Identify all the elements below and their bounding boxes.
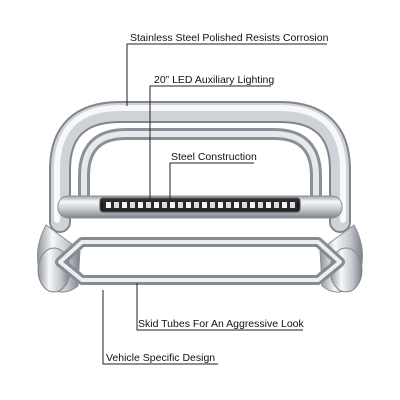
- led-cell: [258, 202, 263, 208]
- led-cell: [242, 202, 247, 208]
- callout-stainless: Stainless Steel Polished Resists Corrosion: [130, 32, 329, 44]
- led-cell: [290, 202, 295, 208]
- led-cell: [138, 202, 143, 208]
- led-cell: [130, 202, 135, 208]
- led-cell: [202, 202, 207, 208]
- skid-tubes: [60, 242, 340, 280]
- leader-steel: [170, 163, 254, 200]
- led-cell: [210, 202, 215, 208]
- led-cell: [114, 202, 119, 208]
- led-cell: [266, 202, 271, 208]
- callout-skid: Skid Tubes For An Aggressive Look: [138, 318, 304, 330]
- callout-steel: Steel Construction: [171, 151, 257, 163]
- led-cell: [226, 202, 231, 208]
- callout-led: 20” LED Auxiliary Lighting: [154, 74, 275, 86]
- led-cell: [282, 202, 287, 208]
- led-cell: [194, 202, 199, 208]
- callout-vehicle: Vehicle Specific Design: [106, 352, 216, 364]
- led-cell: [106, 202, 111, 208]
- led-cell: [146, 202, 151, 208]
- led-cell: [274, 202, 279, 208]
- led-cell: [250, 202, 255, 208]
- led-cell: [186, 202, 191, 208]
- led-cell: [154, 202, 159, 208]
- led-cell: [162, 202, 167, 208]
- led-cell: [218, 202, 223, 208]
- led-cell: [178, 202, 183, 208]
- led-cell: [170, 202, 175, 208]
- led-cell: [122, 202, 127, 208]
- led-cell: [234, 202, 239, 208]
